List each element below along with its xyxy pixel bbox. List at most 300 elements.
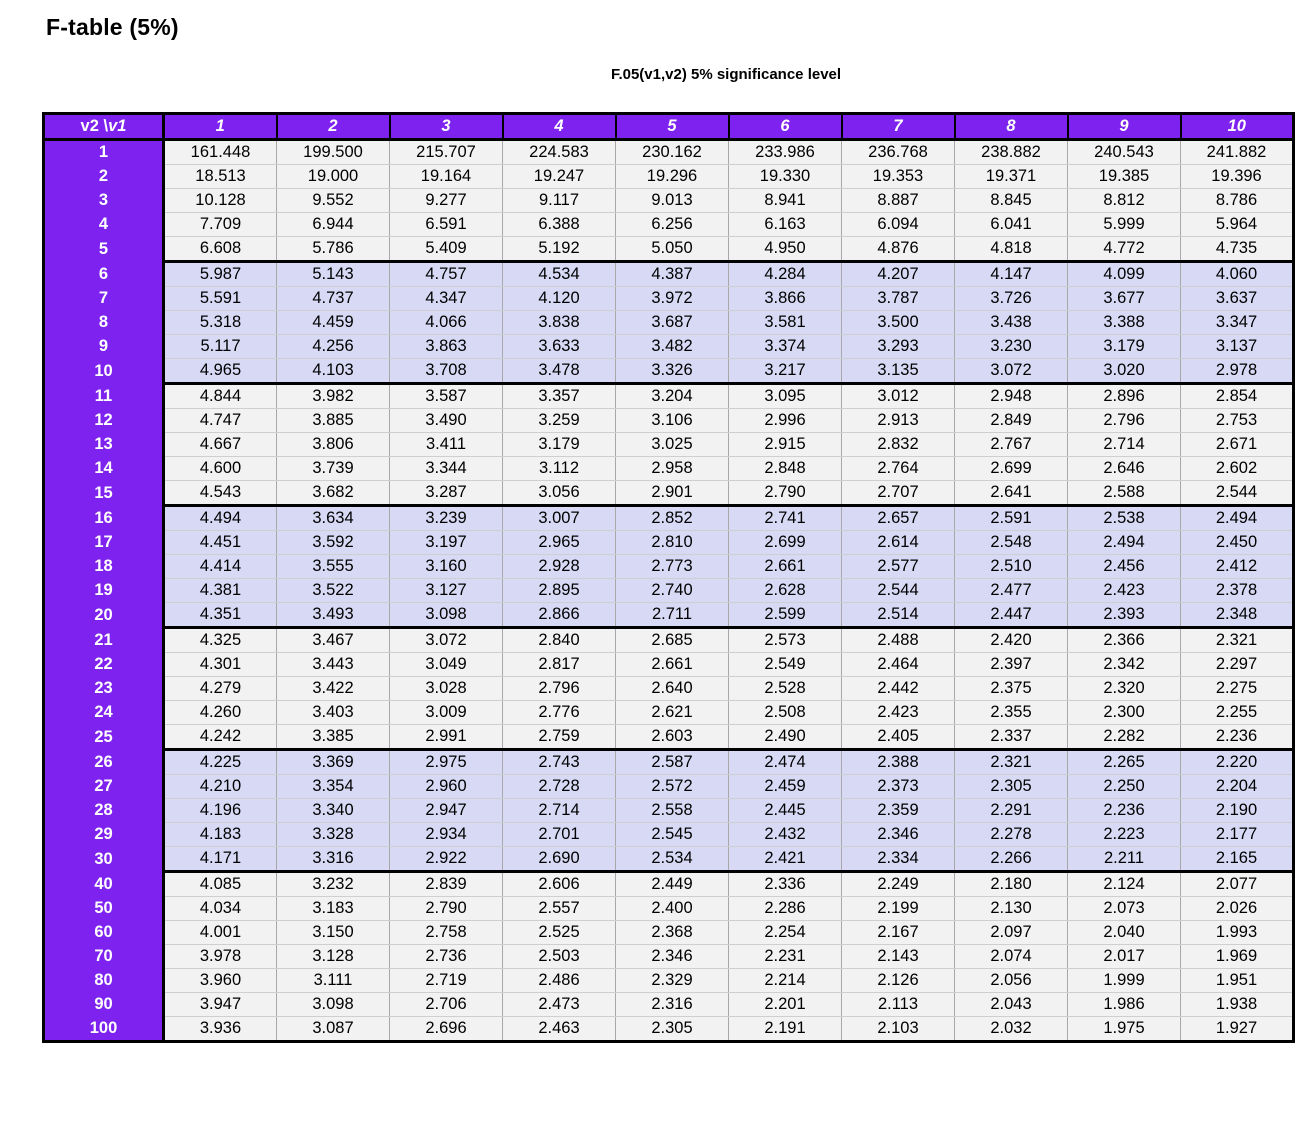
table-cell: 2.591 (955, 506, 1068, 531)
table-cell: 6.591 (390, 213, 503, 237)
table-cell: 2.190 (1181, 799, 1294, 823)
table-cell: 2.776 (503, 701, 616, 725)
table-cell: 2.254 (729, 921, 842, 945)
table-cell: 2.719 (390, 969, 503, 993)
table-cell: 2.587 (616, 750, 729, 775)
table-cell: 8.786 (1181, 189, 1294, 213)
row-header-v2-29: 29 (44, 823, 164, 847)
corner-label-italic: v1 (108, 117, 127, 135)
table-cell: 2.450 (1181, 531, 1294, 555)
table-cell: 4.242 (164, 725, 277, 750)
table-cell: 3.009 (390, 701, 503, 725)
table-cell: 3.633 (503, 335, 616, 359)
table-cell: 4.494 (164, 506, 277, 531)
table-cell: 3.137 (1181, 335, 1294, 359)
table-row (44, 701, 1294, 725)
table-cell: 2.456 (1068, 555, 1181, 579)
table-cell: 233.986 (729, 140, 842, 165)
table-cell: 2.701 (503, 823, 616, 847)
table-cell: 161.448 (164, 140, 277, 165)
table-row (44, 847, 1294, 872)
table-cell: 3.230 (955, 335, 1068, 359)
row-header-v2-40: 40 (44, 872, 164, 897)
table-row (44, 481, 1294, 506)
table-cell: 224.583 (503, 140, 616, 165)
column-header-v1-9 (1068, 114, 1181, 140)
table-cell: 9.277 (390, 189, 503, 213)
row-header-v2-18: 18 (44, 555, 164, 579)
table-cell: 2.249 (842, 872, 955, 897)
table-cell: 2.366 (1068, 628, 1181, 653)
table-cell: 2.922 (390, 847, 503, 872)
table-cell: 4.284 (729, 262, 842, 287)
table-cell: 4.459 (277, 311, 390, 335)
table-cell: 2.895 (503, 579, 616, 603)
table-cell: 2.866 (503, 603, 616, 628)
table-cell: 2.714 (503, 799, 616, 823)
table-cell: 2.177 (1181, 823, 1294, 847)
table-cell: 2.321 (1181, 628, 1294, 653)
table-cell: 2.557 (503, 897, 616, 921)
table-cell: 2.753 (1181, 409, 1294, 433)
table-cell: 4.950 (729, 237, 842, 262)
table-cell: 2.572 (616, 775, 729, 799)
table-cell: 2.214 (729, 969, 842, 993)
table-cell: 4.001 (164, 921, 277, 945)
table-cell: 2.286 (729, 897, 842, 921)
table-cell: 2.124 (1068, 872, 1181, 897)
table-cell: 3.885 (277, 409, 390, 433)
row-header-v2-3: 3 (44, 189, 164, 213)
table-cell: 2.960 (390, 775, 503, 799)
row-header-v2-2: 2 (44, 165, 164, 189)
table-cell: 4.120 (503, 287, 616, 311)
table-row (44, 555, 1294, 579)
table-cell: 2.473 (503, 993, 616, 1017)
table-cell: 2.336 (729, 872, 842, 897)
row-header-v2-14: 14 (44, 457, 164, 481)
row-header-v2-12: 12 (44, 409, 164, 433)
table-cell: 2.832 (842, 433, 955, 457)
table-cell: 2.646 (1068, 457, 1181, 481)
table-cell: 199.500 (277, 140, 390, 165)
table-row (44, 384, 1294, 409)
table-cell: 3.354 (277, 775, 390, 799)
table-cell: 3.411 (390, 433, 503, 457)
table-cell: 3.677 (1068, 287, 1181, 311)
row-header-v2-16: 16 (44, 506, 164, 531)
table-cell: 3.500 (842, 311, 955, 335)
row-header-v2-8: 8 (44, 311, 164, 335)
table-cell: 2.549 (729, 653, 842, 677)
column-header-label: 7 (893, 117, 903, 135)
table-cell: 5.143 (277, 262, 390, 287)
table-cell: 2.464 (842, 653, 955, 677)
column-header-v1-7 (842, 114, 955, 140)
table-cell: 3.490 (390, 409, 503, 433)
table-cell: 2.544 (1181, 481, 1294, 506)
table-cell: 4.225 (164, 750, 277, 775)
table-cell: 4.147 (955, 262, 1068, 287)
table-cell: 2.621 (616, 701, 729, 725)
table-cell: 2.017 (1068, 945, 1181, 969)
table-cell: 3.012 (842, 384, 955, 409)
table-row (44, 409, 1294, 433)
table-cell: 5.999 (1068, 213, 1181, 237)
table-cell: 2.329 (616, 969, 729, 993)
table-cell: 3.128 (277, 945, 390, 969)
table-cell: 2.388 (842, 750, 955, 775)
table-cell: 2.628 (729, 579, 842, 603)
table-row (44, 237, 1294, 262)
table-cell: 2.477 (955, 579, 1068, 603)
table-cell: 3.592 (277, 531, 390, 555)
table-cell: 4.965 (164, 359, 277, 384)
table-cell: 2.928 (503, 555, 616, 579)
table-cell: 9.013 (616, 189, 729, 213)
table-cell: 4.414 (164, 555, 277, 579)
corner-label-plain: v2 \ (80, 117, 109, 135)
table-cell: 2.538 (1068, 506, 1181, 531)
table-cell: 2.346 (616, 945, 729, 969)
table-cell: 6.256 (616, 213, 729, 237)
table-cell: 3.863 (390, 335, 503, 359)
table-cell: 236.768 (842, 140, 955, 165)
column-header-label: 3 (441, 117, 451, 135)
row-header-v2-15: 15 (44, 481, 164, 506)
row-header-v2-26: 26 (44, 750, 164, 775)
table-cell: 2.640 (616, 677, 729, 701)
column-header-v1-10 (1181, 114, 1294, 140)
table-cell: 5.987 (164, 262, 277, 287)
column-header-v1-2 (277, 114, 390, 140)
table-cell: 4.387 (616, 262, 729, 287)
table-cell: 2.291 (955, 799, 1068, 823)
table-cell: 3.388 (1068, 311, 1181, 335)
table-row (44, 213, 1294, 237)
table-cell: 3.160 (390, 555, 503, 579)
table-cell: 2.201 (729, 993, 842, 1017)
table-cell: 3.183 (277, 897, 390, 921)
table-header (44, 114, 1294, 140)
table-cell: 9.552 (277, 189, 390, 213)
column-header-label: 1 (215, 117, 225, 135)
table-cell: 2.442 (842, 677, 955, 701)
table-cell: 2.661 (616, 653, 729, 677)
table-cell: 2.849 (955, 409, 1068, 433)
table-cell: 2.348 (1181, 603, 1294, 628)
row-header-v2-70: 70 (44, 945, 164, 969)
corner-header-cell (44, 114, 164, 140)
table-cell: 4.183 (164, 823, 277, 847)
table-cell: 3.482 (616, 335, 729, 359)
table-cell: 4.103 (277, 359, 390, 384)
table-cell: 2.490 (729, 725, 842, 750)
table-cell: 6.388 (503, 213, 616, 237)
table-cell: 2.130 (955, 897, 1068, 921)
table-cell: 4.667 (164, 433, 277, 457)
table-cell: 2.913 (842, 409, 955, 433)
table-cell: 2.342 (1068, 653, 1181, 677)
table-cell: 4.066 (390, 311, 503, 335)
table-cell: 2.508 (729, 701, 842, 725)
table-cell: 3.112 (503, 457, 616, 481)
table-cell: 3.204 (616, 384, 729, 409)
table-row (44, 335, 1294, 359)
table-cell: 2.199 (842, 897, 955, 921)
table-cell: 2.420 (955, 628, 1068, 653)
table-cell: 19.385 (1068, 165, 1181, 189)
table-cell: 5.050 (616, 237, 729, 262)
table-cell: 2.223 (1068, 823, 1181, 847)
table-cell: 19.247 (503, 165, 616, 189)
table-cell: 2.400 (616, 897, 729, 921)
table-cell: 2.743 (503, 750, 616, 775)
table-cell: 3.493 (277, 603, 390, 628)
table-cell: 8.941 (729, 189, 842, 213)
table-cell: 2.266 (955, 847, 1068, 872)
table-cell: 5.117 (164, 335, 277, 359)
table-cell: 2.603 (616, 725, 729, 750)
table-cell: 3.135 (842, 359, 955, 384)
table-row (44, 311, 1294, 335)
table-row (44, 628, 1294, 653)
table-cell: 3.438 (955, 311, 1068, 335)
table-cell: 4.279 (164, 677, 277, 701)
table-cell: 5.964 (1181, 213, 1294, 237)
table-cell: 19.000 (277, 165, 390, 189)
table-cell: 2.840 (503, 628, 616, 653)
column-header-label: 9 (1119, 117, 1129, 135)
table-cell: 2.699 (729, 531, 842, 555)
table-row (44, 140, 1294, 165)
table-cell: 2.817 (503, 653, 616, 677)
table-cell: 2.534 (616, 847, 729, 872)
table-cell: 19.164 (390, 165, 503, 189)
table-cell: 2.143 (842, 945, 955, 969)
table-cell: 6.163 (729, 213, 842, 237)
table-cell: 2.337 (955, 725, 1068, 750)
table-cell: 2.423 (842, 701, 955, 725)
table-cell: 3.239 (390, 506, 503, 531)
table-cell: 2.810 (616, 531, 729, 555)
table-cell: 3.087 (277, 1017, 390, 1042)
table-cell: 3.982 (277, 384, 390, 409)
table-cell: 3.293 (842, 335, 955, 359)
table-cell: 2.405 (842, 725, 955, 750)
f-table-container (42, 112, 1295, 1043)
table-cell: 2.759 (503, 725, 616, 750)
table-row (44, 359, 1294, 384)
table-cell: 4.600 (164, 457, 277, 481)
row-header-v2-28: 28 (44, 799, 164, 823)
table-cell: 2.103 (842, 1017, 955, 1042)
table-cell: 2.220 (1181, 750, 1294, 775)
table-cell: 4.757 (390, 262, 503, 287)
table-cell: 3.127 (390, 579, 503, 603)
table-cell: 3.374 (729, 335, 842, 359)
table-cell: 4.737 (277, 287, 390, 311)
table-cell: 3.866 (729, 287, 842, 311)
table-cell: 2.602 (1181, 457, 1294, 481)
column-header-v1-8 (955, 114, 1068, 140)
table-cell: 2.321 (955, 750, 1068, 775)
table-cell: 2.740 (616, 579, 729, 603)
table-cell: 4.351 (164, 603, 277, 628)
table-cell: 3.106 (616, 409, 729, 433)
table-cell: 2.714 (1068, 433, 1181, 457)
table-cell: 3.838 (503, 311, 616, 335)
table-cell: 9.117 (503, 189, 616, 213)
table-cell: 2.896 (1068, 384, 1181, 409)
table-cell: 2.204 (1181, 775, 1294, 799)
table-cell: 3.478 (503, 359, 616, 384)
column-header-label: 2 (328, 117, 338, 135)
table-cell: 2.728 (503, 775, 616, 799)
table-cell: 4.325 (164, 628, 277, 653)
table-cell: 2.545 (616, 823, 729, 847)
table-cell: 2.796 (1068, 409, 1181, 433)
table-cell: 2.514 (842, 603, 955, 628)
table-cell: 2.097 (955, 921, 1068, 945)
table-row (44, 775, 1294, 799)
table-cell: 4.207 (842, 262, 955, 287)
table-cell: 1.975 (1068, 1017, 1181, 1042)
table-cell: 3.098 (277, 993, 390, 1017)
table-cell: 10.128 (164, 189, 277, 213)
table-cell: 3.357 (503, 384, 616, 409)
table-cell: 6.041 (955, 213, 1068, 237)
table-row (44, 750, 1294, 775)
table-cell: 1.969 (1181, 945, 1294, 969)
column-header-label: 8 (1006, 117, 1016, 135)
table-cell: 1.938 (1181, 993, 1294, 1017)
page-title: F-table (5%) (46, 14, 179, 40)
table-cell: 3.347 (1181, 311, 1294, 335)
row-header-v2-25: 25 (44, 725, 164, 750)
table-body (44, 140, 1294, 1042)
header-row (44, 114, 1294, 140)
table-cell: 4.085 (164, 872, 277, 897)
table-cell: 3.326 (616, 359, 729, 384)
table-cell: 3.581 (729, 311, 842, 335)
row-header-v2-11: 11 (44, 384, 164, 409)
table-cell: 2.544 (842, 579, 955, 603)
table-cell: 3.316 (277, 847, 390, 872)
table-cell: 3.028 (390, 677, 503, 701)
row-header-v2-17: 17 (44, 531, 164, 555)
table-cell: 3.020 (1068, 359, 1181, 384)
table-cell: 5.409 (390, 237, 503, 262)
table-cell: 2.305 (616, 1017, 729, 1042)
row-header-v2-20: 20 (44, 603, 164, 628)
table-cell: 3.726 (955, 287, 1068, 311)
table-cell: 2.074 (955, 945, 1068, 969)
table-cell: 3.978 (164, 945, 277, 969)
table-cell: 2.915 (729, 433, 842, 457)
table-cell: 2.056 (955, 969, 1068, 993)
table-cell: 2.165 (1181, 847, 1294, 872)
table-cell: 3.179 (1068, 335, 1181, 359)
table-cell: 3.287 (390, 481, 503, 506)
table-cell: 2.236 (1181, 725, 1294, 750)
table-cell: 2.378 (1181, 579, 1294, 603)
table-cell: 2.790 (390, 897, 503, 921)
table-cell: 240.543 (1068, 140, 1181, 165)
table-cell: 19.296 (616, 165, 729, 189)
table-cell: 2.334 (842, 847, 955, 872)
table-cell: 2.978 (1181, 359, 1294, 384)
table-cell: 3.403 (277, 701, 390, 725)
table-cell: 2.764 (842, 457, 955, 481)
table-cell: 3.972 (616, 287, 729, 311)
table-cell: 3.687 (616, 311, 729, 335)
table-cell: 238.882 (955, 140, 1068, 165)
table-cell: 2.947 (390, 799, 503, 823)
column-header-label: 10 (1227, 117, 1246, 135)
table-cell: 4.534 (503, 262, 616, 287)
table-cell: 2.113 (842, 993, 955, 1017)
table-cell: 2.657 (842, 506, 955, 531)
table-cell: 5.786 (277, 237, 390, 262)
table-row (44, 799, 1294, 823)
table-cell: 3.056 (503, 481, 616, 506)
table-cell: 2.741 (729, 506, 842, 531)
table-row (44, 262, 1294, 287)
table-cell: 2.073 (1068, 897, 1181, 921)
table-row (44, 897, 1294, 921)
table-cell: 2.577 (842, 555, 955, 579)
table-cell: 3.179 (503, 433, 616, 457)
table-cell: 2.040 (1068, 921, 1181, 945)
table-cell: 2.996 (729, 409, 842, 433)
table-cell: 4.196 (164, 799, 277, 823)
table-cell: 4.301 (164, 653, 277, 677)
table-cell: 3.787 (842, 287, 955, 311)
table-cell: 2.236 (1068, 799, 1181, 823)
table-cell: 1.986 (1068, 993, 1181, 1017)
table-cell: 2.463 (503, 1017, 616, 1042)
table-cell: 3.328 (277, 823, 390, 847)
table-cell: 2.126 (842, 969, 955, 993)
table-cell: 2.958 (616, 457, 729, 481)
table-cell: 2.573 (729, 628, 842, 653)
table-cell: 2.934 (390, 823, 503, 847)
row-header-v2-9: 9 (44, 335, 164, 359)
table-cell: 4.210 (164, 775, 277, 799)
table-row (44, 823, 1294, 847)
table-cell: 3.232 (277, 872, 390, 897)
table-cell: 18.513 (164, 165, 277, 189)
table-cell: 2.445 (729, 799, 842, 823)
table-cell: 2.854 (1181, 384, 1294, 409)
table-row (44, 969, 1294, 993)
table-cell: 2.255 (1181, 701, 1294, 725)
table-cell: 19.330 (729, 165, 842, 189)
column-header-v1-3 (390, 114, 503, 140)
table-cell: 3.708 (390, 359, 503, 384)
table-row (44, 945, 1294, 969)
table-cell: 3.634 (277, 506, 390, 531)
table-cell: 2.503 (503, 945, 616, 969)
table-row (44, 531, 1294, 555)
table-cell: 1.951 (1181, 969, 1294, 993)
table-cell: 2.032 (955, 1017, 1068, 1042)
row-header-v2-13: 13 (44, 433, 164, 457)
table-cell: 6.944 (277, 213, 390, 237)
f-distribution-table (42, 112, 1295, 1043)
table-cell: 4.876 (842, 237, 955, 262)
